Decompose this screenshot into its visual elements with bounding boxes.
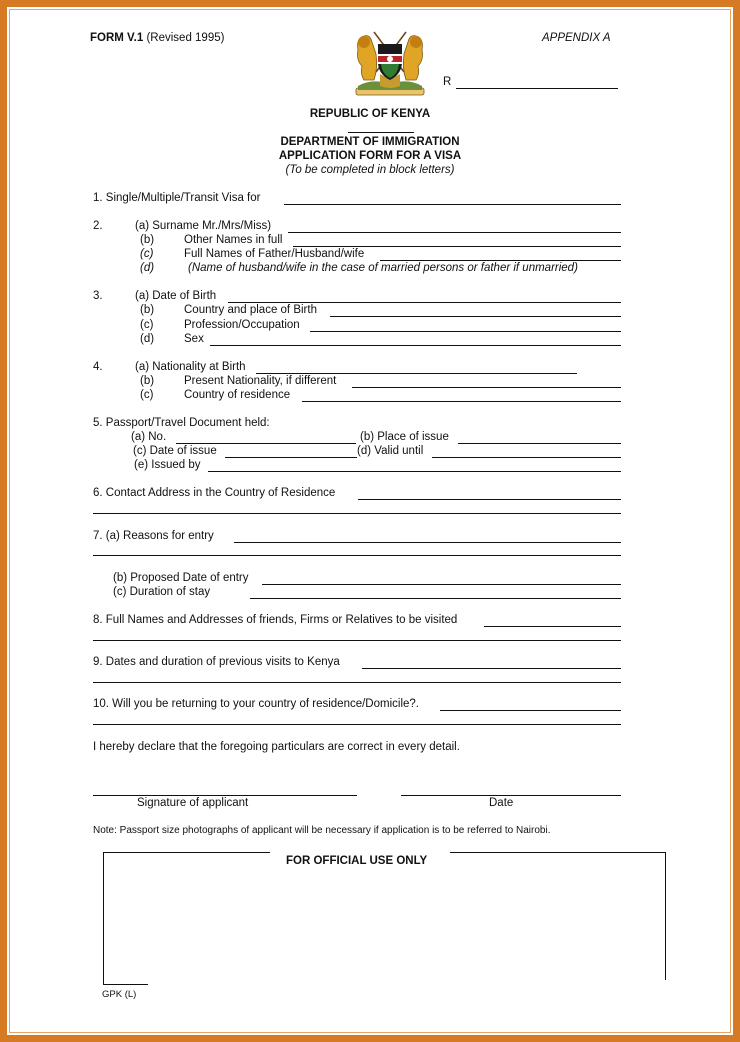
q4-number: 4. <box>93 361 103 373</box>
contact-address-field-line2[interactable] <box>93 513 621 514</box>
duration-of-stay-field[interactable] <box>250 598 621 599</box>
surname-field[interactable] <box>288 232 621 233</box>
header-divider <box>348 132 414 133</box>
q1-label: 1. Single/Multiple/Transit Visa for <box>93 192 261 204</box>
signature-label: Signature of applicant <box>137 797 249 809</box>
kenya-coat-of-arms-icon <box>352 28 428 96</box>
proposed-entry-date-field[interactable] <box>262 584 621 585</box>
q5d-label: (d) Valid until <box>357 445 424 457</box>
q3b-letter: (b) <box>140 304 155 316</box>
q2d-note: (Name of husband/wife in the case of married persons or father if unmarried) <box>188 262 578 274</box>
present-nationality-field[interactable] <box>352 387 621 388</box>
reasons-for-entry-field[interactable] <box>234 542 621 543</box>
date-label: Date <box>489 797 514 809</box>
contact-address-field[interactable] <box>358 499 621 500</box>
form-title: APPLICATION FORM FOR A VISA <box>278 150 462 162</box>
photo-note: Note: Passport size photographs of applicant will be necessary if application is to be referred to Nairobi. <box>93 825 551 836</box>
q2b-letter: (b) <box>140 234 155 246</box>
official-use-box-bottom-gap <box>148 980 668 988</box>
issued-by-field[interactable] <box>208 471 621 472</box>
q2d-letter: (d) <box>140 262 155 274</box>
q2-number: 2. <box>93 220 103 232</box>
q1-visa-type-field[interactable] <box>284 204 621 205</box>
q10-label: 10. Will you be returning to your country of residence/Domicile?. <box>93 698 419 710</box>
q4c-letter: (c) <box>140 389 154 401</box>
q5c-label: (c) Date of issue <box>133 445 217 457</box>
q3c-letter: (c) <box>140 319 154 331</box>
q3d-letter: (d) <box>140 333 155 345</box>
q5a-label: (a) No. <box>131 431 167 443</box>
form-code: FORM V.1 (Revised 1995) <box>90 32 225 44</box>
official-use-bottom-edge <box>103 984 148 985</box>
birth-place-field[interactable] <box>330 316 621 317</box>
q4b-letter: (b) <box>140 375 155 387</box>
date-of-birth-field[interactable] <box>228 302 621 303</box>
place-of-issue-field[interactable] <box>458 443 621 444</box>
previous-visits-field-line2[interactable] <box>93 682 621 683</box>
previous-visits-field[interactable] <box>362 668 621 669</box>
date-field[interactable] <box>401 795 621 796</box>
valid-until-field[interactable] <box>432 457 621 458</box>
department-heading: DEPARTMENT OF IMMIGRATION <box>280 136 460 148</box>
country-of-residence-field[interactable] <box>302 401 621 402</box>
sex-field[interactable] <box>210 345 621 346</box>
q9-label: 9. Dates and duration of previous visits to Kenya <box>93 656 340 668</box>
father-husband-wife-field[interactable] <box>380 260 621 261</box>
other-names-field[interactable] <box>293 246 621 247</box>
reference-field[interactable] <box>456 88 618 89</box>
q4c-label: Country of residence <box>184 389 291 401</box>
q2a-label: (a) Surname Mr./Mrs/Miss) <box>135 220 272 232</box>
q3a-label: (a) Date of Birth <box>135 290 217 302</box>
q2c-letter: (c) <box>140 248 154 260</box>
persons-to-visit-field-line2[interactable] <box>93 640 621 641</box>
q3b-label: Country and place of Birth <box>184 304 317 316</box>
q8-label: 8. Full Names and Addresses of friends, Firms or Relatives to be visited <box>93 614 458 626</box>
q5b-label: (b) Place of issue <box>360 431 449 443</box>
nationality-at-birth-field[interactable] <box>256 373 577 374</box>
q5e-label: (e) Issued by <box>134 459 201 471</box>
signature-field[interactable] <box>93 795 357 796</box>
q4b-label: Present Nationality, if different <box>184 375 337 387</box>
returning-field-line2[interactable] <box>93 724 621 725</box>
q6-label: 6. Contact Address in the Country of Residence <box>93 487 336 499</box>
q3-number: 3. <box>93 290 103 302</box>
reference-label: R <box>443 76 452 88</box>
q7a-label: 7. (a) Reasons for entry <box>93 530 214 542</box>
q2b-label: Other Names in full <box>184 234 283 246</box>
q3c-label: Profession/Occupation <box>184 319 300 331</box>
q4a-label: (a) Nationality at Birth <box>135 361 246 373</box>
reasons-for-entry-field-line2[interactable] <box>93 555 621 556</box>
date-of-issue-field[interactable] <box>225 457 357 458</box>
official-use-box <box>103 852 666 985</box>
passport-number-field[interactable] <box>176 443 356 444</box>
q3d-label: Sex <box>184 333 204 345</box>
appendix-label: APPENDIX A <box>542 32 611 44</box>
block-letters-instruction: (To be completed in block letters) <box>285 164 455 176</box>
q7c-label: (c) Duration of stay <box>113 586 211 598</box>
declaration-text: I hereby declare that the foregoing particulars are correct in every detail. <box>93 741 460 753</box>
persons-to-visit-field[interactable] <box>484 626 621 627</box>
q5-label: 5. Passport/Travel Document held: <box>93 417 270 429</box>
returning-field[interactable] <box>440 710 621 711</box>
footer-code: GPK (L) <box>102 989 137 1000</box>
q7b-label: (b) Proposed Date of entry <box>113 572 249 584</box>
official-use-heading: FOR OFFICIAL USE ONLY <box>286 855 428 867</box>
occupation-field[interactable] <box>310 331 621 332</box>
republic-heading: REPUBLIC OF KENYA <box>309 108 431 120</box>
q2c-label: Full Names of Father/Husband/wife <box>184 248 365 260</box>
